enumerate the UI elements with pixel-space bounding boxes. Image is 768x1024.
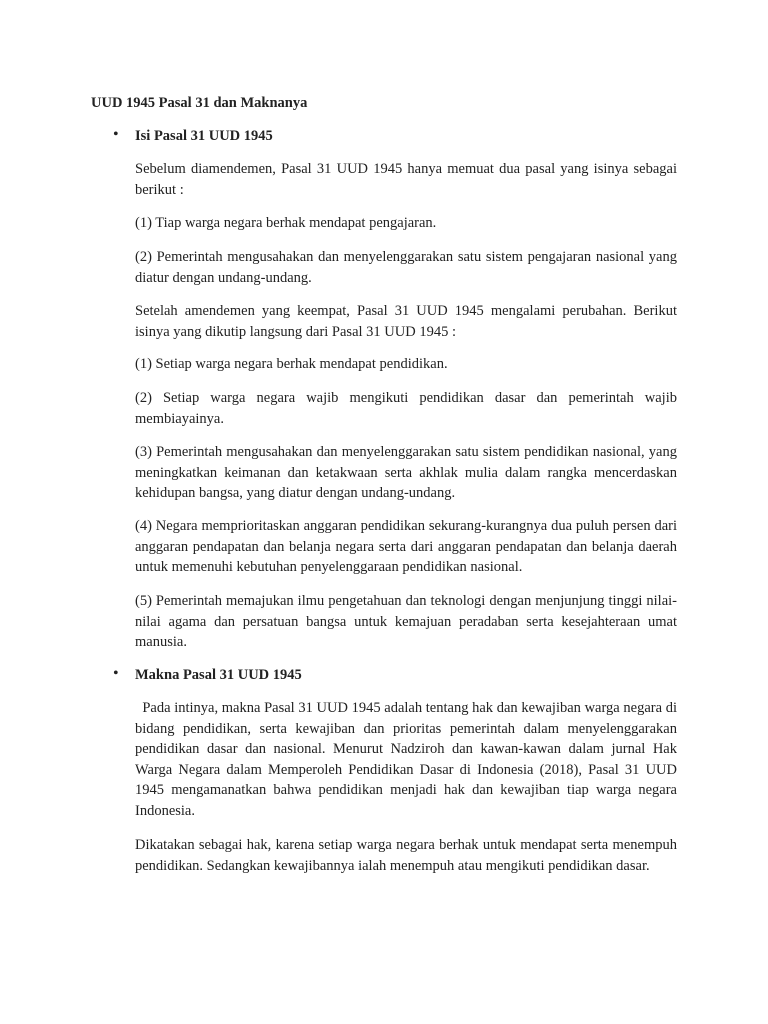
paragraph: (2) Setiap warga negara wajib mengikuti pendidikan dasar dan pemerintah wajib membiayainya. [135,390,677,427]
paragraph: (1) Tiap warga negara berhak mendapat pengajaran. [135,215,437,231]
bullet-icon: • [113,665,119,682]
paragraph: Dikatakan sebagai hak, karena setiap warga negara berhak untuk mendapat serta menempuh pendidikan. Sedangkan kewajibannya ialah menempuh atau mengikuti pendidikan dasar. [135,837,677,874]
document-title: UUD 1945 Pasal 31 dan Maknanya [91,95,308,111]
paragraph: Pada intinya, makna Pasal 31 UUD 1945 adalah tentang hak dan kewajiban warga negara di bidang pendidikan, serta kewajiban dan prioritas pemerintah dalam menyelenggarakan pendidikan dasar dan nasional. Menurut Nadziroh dan kawan-kawan dalam jurnal Hak Warga Negara dalam Memperoleh Pendidikan Dasar di Indonesia (2018), Pasal 31 UUD 1945 mengamanatkan bahwa pendidikan menjadi hak dan kewajiban tiap warga negara Indonesia. [135,700,677,819]
paragraph: (5) Pemerintah memajukan ilmu pengetahuan dan teknologi dengan menjunjung tinggi nilai-nilai agama dan persatuan bangsa untuk kemajuan peradaban serta kesejahteraan umat manusia. [135,593,677,650]
paragraph: Setelah amendemen yang keempat, Pasal 31 UUD 1945 mengalami perubahan. Berikut isinya yang dikutip langsung dari Pasal 31 UUD 1945 : [135,303,677,340]
paragraph: (3) Pemerintah mengusahakan dan menyelenggarakan satu sistem pendidikan nasional, yang meningkatkan keimanan dan ketakwaan serta akhlak mulia dalam rangka mencerdaskan kehidupan bangsa, yang diatur dengan undang-undang. [135,444,677,501]
paragraph: (2) Pemerintah mengusahakan dan menyelenggarakan satu sistem pengajaran nasional yang diatur dengan undang-undang. [135,249,677,286]
section-heading-isi: Isi Pasal 31 UUD 1945 [135,128,273,144]
section-heading-makna: Makna Pasal 31 UUD 1945 [135,667,302,683]
paragraph: (1) Setiap warga negara berhak mendapat pendidikan. [135,356,448,372]
paragraph: Sebelum diamendemen, Pasal 31 UUD 1945 hanya memuat dua pasal yang isinya sebagai berikut : [135,161,677,198]
paragraph: (4) Negara memprioritaskan anggaran pendidikan sekurang-kurangnya dua puluh persen dari anggaran pendapatan dan belanja negara serta dari anggaran pendapatan dan belanja daerah untuk memenuhi kebutuhan penyelenggaraan pendidikan nasional. [135,518,677,575]
bullet-icon: • [113,126,119,143]
